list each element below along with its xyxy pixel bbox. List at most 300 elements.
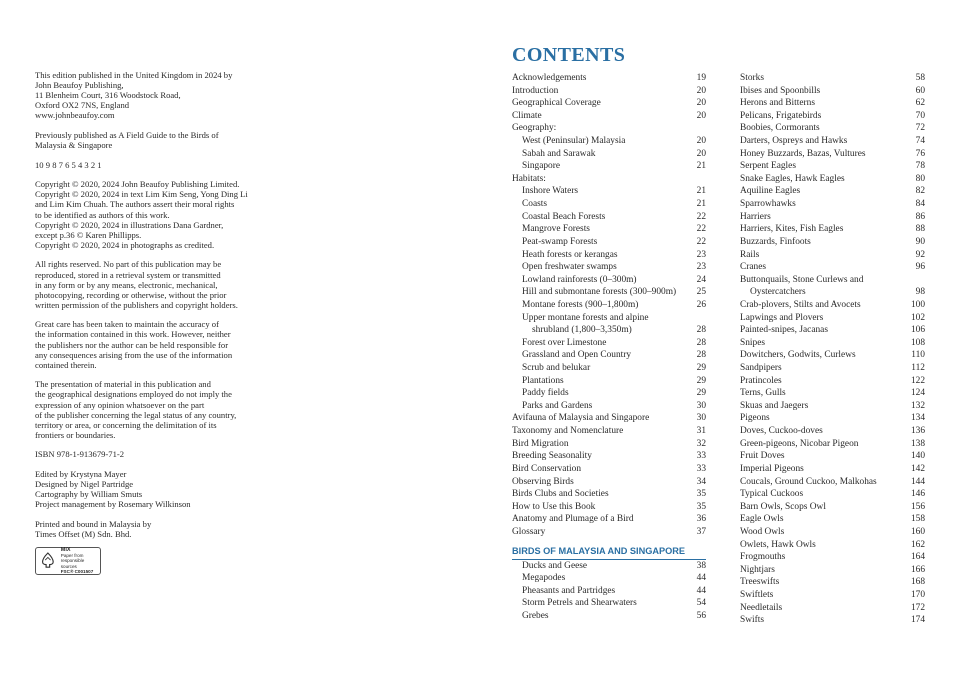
toc-entry[interactable] [740, 198, 925, 211]
toc-entry-page: 156 [910, 501, 925, 512]
toc-entry-title: Herons and Bitterns [740, 98, 815, 109]
toc-entry-page: 170 [910, 589, 925, 600]
imprint-line: reproduced, stored in a retrieval system or transmitted [35, 269, 221, 280]
toc-entry[interactable] [740, 476, 925, 489]
toc-entry[interactable] [512, 286, 706, 299]
toc-entry-title: Fruit Doves [740, 451, 785, 462]
toc-entry[interactable] [512, 173, 706, 186]
toc-entry-page: 22 [696, 236, 706, 247]
toc-entry-page: 112 [911, 363, 925, 374]
fsc-line1: Paper from [60, 552, 84, 558]
toc-entry[interactable] [512, 412, 706, 425]
toc-entry-title: Scrub and belukar [522, 363, 591, 374]
toc-entry-page: 102 [910, 312, 925, 323]
toc-entry[interactable] [740, 223, 925, 236]
toc-entry-page: 30 [696, 413, 706, 424]
toc-entry-page: 44 [696, 573, 706, 584]
toc-entry-title: Glossary [512, 526, 546, 537]
toc-entry-page: 28 [696, 325, 706, 336]
toc-entry-page: 78 [915, 161, 925, 172]
contents-section-list [512, 560, 706, 623]
imprint-line: except p.36 © Karen Phillipps. [35, 229, 142, 240]
toc-entry-title: Geographical Coverage [512, 98, 601, 109]
toc-entry[interactable] [740, 72, 925, 85]
toc-entry[interactable] [512, 85, 706, 98]
toc-entry-title: Avifauna of Malaysia and Singapore [512, 413, 650, 424]
toc-entry-title: Owlets, Hawk Owls [740, 539, 816, 550]
imprint-line: frontiers or boundaries. [35, 429, 116, 440]
toc-entry[interactable] [740, 299, 925, 312]
toc-entry[interactable] [740, 160, 925, 173]
toc-entry-page: 36 [696, 514, 706, 525]
toc-entry-title: Coucals, Ground Cuckoo, Malkohas [740, 476, 877, 487]
toc-entry[interactable] [740, 324, 925, 337]
imprint-line: Edited by Krystyna Mayer [35, 469, 127, 479]
imprint-paragraph [35, 70, 260, 120]
toc-entry[interactable] [740, 173, 925, 186]
imprint-line: 11 Blenheim Court, 316 Woodstock Road, [35, 90, 181, 101]
toc-entry-title: Darters, Ospreys and Hawks [740, 136, 848, 147]
toc-entry-page: 34 [696, 476, 706, 487]
imprint-line: in any form or by any means, electronic, mechanical, [35, 279, 218, 290]
imprint-page [35, 70, 260, 575]
toc-entry-page: 166 [910, 564, 925, 575]
toc-entry[interactable] [512, 610, 706, 623]
toc-entry-title: Serpent Eagles [740, 161, 796, 172]
toc-entry-page: 58 [915, 73, 925, 83]
toc-entry-title: Harriers [740, 211, 771, 222]
toc-entry-title: Ibises and Spoonbills [740, 85, 821, 96]
toc-entry-title: Parks and Gardens [522, 400, 593, 411]
toc-entry-page: 35 [696, 501, 706, 512]
toc-entry-page: 20 [696, 148, 706, 159]
toc-entry-page: 124 [910, 388, 925, 399]
fsc-tree-icon [39, 550, 57, 572]
toc-entry[interactable] [512, 488, 706, 501]
toc-entry-title: Barn Owls, Scops Owl [740, 501, 826, 512]
toc-entry[interactable] [740, 122, 925, 135]
toc-entry-title: Anatomy and Plumage of a Bird [512, 514, 634, 525]
toc-entry-title: Acknowledgements [512, 73, 587, 83]
toc-entry-page: 88 [915, 224, 925, 235]
toc-entry[interactable] [512, 476, 706, 489]
toc-entry-page: 33 [696, 463, 706, 474]
toc-entry[interactable] [512, 375, 706, 388]
toc-entry-title: Inshore Waters [522, 186, 579, 197]
toc-entry[interactable] [740, 602, 925, 615]
imprint-line: to be identified as authors of this work. [35, 209, 170, 220]
toc-entry[interactable] [740, 261, 925, 274]
toc-entry-page: 140 [910, 451, 925, 462]
imprint-line: Copyright © 2020, 2024 John Beaufoy Publishing Limited. [35, 179, 240, 190]
toc-entry[interactable] [512, 198, 706, 211]
toc-entry[interactable] [740, 110, 925, 123]
toc-entry[interactable] [740, 513, 925, 526]
imprint-line: territory or area, or concerning the delimitation of its [35, 419, 217, 430]
toc-entry-page: 28 [696, 350, 706, 361]
imprint-line: Oxford OX2 7NS, England [35, 100, 130, 111]
imprint-paragraph [35, 449, 260, 459]
toc-entry-page: 35 [696, 489, 706, 500]
toc-entry-title: Mangrove Forests [522, 224, 590, 235]
toc-entry-page: 56 [696, 610, 706, 621]
toc-entry-title: Forest over Limestone [522, 337, 607, 348]
toc-entry[interactable] [740, 488, 925, 501]
toc-entry-page: 44 [696, 585, 706, 596]
toc-entry-page: 29 [696, 363, 706, 374]
toc-entry-title: Grebes [522, 610, 549, 621]
toc-entry[interactable] [740, 312, 925, 325]
imprint-line: the publishers nor the author can be held responsible for [35, 339, 229, 350]
toc-entry-title: Sparrowhawks [740, 199, 796, 210]
toc-entry[interactable] [740, 148, 925, 161]
contents-right-list [740, 72, 925, 627]
imprint-line: Times Offset (M) Sdn. Bhd. [35, 528, 132, 539]
imprint-paragraph [35, 379, 260, 440]
toc-entry-title: Pigeons [740, 413, 770, 424]
contents-left-column [512, 72, 706, 623]
imprint-line: the geographical designations employed do not imply the [35, 389, 232, 400]
toc-entry-page: 62 [915, 98, 925, 109]
toc-entry-page: 92 [915, 249, 925, 260]
toc-entry-title: Pratincoles [740, 375, 782, 386]
fsc-badge [35, 547, 101, 575]
copyright-text [35, 70, 260, 539]
toc-entry-title: Habitats: [512, 173, 546, 184]
toc-entry[interactable] [512, 261, 706, 274]
toc-entry-title: Skuas and Jaegers [740, 400, 809, 411]
toc-entry-page: 144 [910, 476, 925, 487]
toc-entry-page: 146 [910, 489, 925, 500]
toc-entry-title: Introduction [512, 85, 559, 96]
toc-entry-title: Oystercatchers [750, 287, 806, 298]
toc-entry-title: Paddy fields [522, 388, 569, 399]
toc-entry[interactable] [512, 135, 706, 148]
toc-entry[interactable] [512, 223, 706, 236]
toc-entry[interactable] [512, 349, 706, 362]
toc-entry-title: Nightjars [740, 564, 775, 575]
toc-entry-title: Sandpipers [740, 363, 782, 374]
toc-entry-title: Typical Cuckoos [740, 489, 804, 500]
toc-entry-page: 29 [696, 388, 706, 399]
toc-entry[interactable] [512, 400, 706, 413]
toc-entry[interactable] [740, 400, 925, 413]
imprint-line: the information contained in this work. However, neither [35, 329, 231, 340]
toc-entry-title: Buttonquails, Stone Curlews and [740, 274, 864, 285]
toc-entry-page: 26 [696, 299, 706, 310]
imprint-paragraph [35, 160, 260, 170]
toc-entry[interactable] [740, 236, 925, 249]
toc-entry-page: 21 [696, 199, 706, 210]
imprint-line: Great care has been taken to maintain the accuracy of [35, 319, 219, 330]
toc-entry[interactable] [512, 324, 706, 337]
toc-entry-page: 136 [910, 426, 925, 437]
toc-entry[interactable] [512, 337, 706, 350]
toc-entry[interactable] [740, 564, 925, 577]
toc-entry-page: 24 [696, 274, 706, 285]
toc-entry-title: Coastal Beach Forests [522, 211, 606, 222]
imprint-line: written permission of the publishers and copyright holders. [35, 299, 238, 310]
toc-entry-title: Heath forests or kerangas [522, 249, 618, 260]
toc-entry-title: Hill and submontane forests (300–900m) [522, 287, 677, 298]
imprint-paragraph [35, 469, 260, 509]
toc-entry-page: 30 [696, 400, 706, 411]
toc-entry[interactable] [740, 463, 925, 476]
imprint-line: This edition published in the United Kingdom in 2024 by [35, 70, 233, 80]
toc-entry[interactable] [740, 438, 925, 451]
toc-entry-page: 23 [696, 262, 706, 273]
toc-entry-title: Snake Eagles, Hawk Eagles [740, 173, 845, 184]
imprint-paragraph [35, 179, 260, 250]
toc-entry-title: Breeding Seasonality [512, 451, 592, 462]
imprint-line: of the publisher concerning the legal status of any country, [35, 409, 237, 420]
imprint-line: www.johnbeaufoy.com [35, 110, 115, 121]
toc-entry-page: 21 [696, 161, 706, 172]
toc-entry[interactable] [512, 387, 706, 400]
toc-entry-page: 168 [910, 577, 925, 588]
toc-entry[interactable] [512, 560, 706, 573]
fsc-mix: MIX [60, 546, 71, 553]
toc-entry[interactable] [740, 337, 925, 350]
toc-entry[interactable] [740, 185, 925, 198]
toc-entry[interactable] [740, 614, 925, 627]
toc-entry[interactable] [512, 274, 706, 287]
toc-entry-page: 21 [696, 186, 706, 197]
toc-entry-page: 160 [910, 526, 925, 537]
toc-entry-page: 60 [915, 85, 925, 96]
toc-entry-page: 138 [910, 438, 925, 449]
imprint-line: Copyright © 2020, 2024 in text Lim Kim Seng, Yong Ding Li [35, 189, 248, 200]
toc-entry[interactable] [512, 236, 706, 249]
toc-entry-title: Singapore [522, 161, 561, 172]
imprint-line: Malaysia & Singapore [35, 140, 113, 151]
toc-entry-title: Rails [740, 249, 760, 260]
toc-entry-page: 20 [696, 136, 706, 147]
toc-entry-page: 38 [696, 560, 706, 571]
toc-entry-title: Open freshwater swamps [522, 262, 617, 273]
imprint-line: expression of any opinion whatsoever on the part [35, 399, 205, 410]
toc-entry[interactable] [740, 539, 925, 552]
toc-entry-page: 20 [696, 85, 706, 96]
page-title: CONTENTS [512, 44, 626, 66]
toc-entry[interactable] [512, 585, 706, 598]
toc-entry-title: Megapodes [522, 573, 566, 584]
toc-entry-title: Bird Conservation [512, 463, 582, 474]
toc-entry[interactable] [740, 135, 925, 148]
contents-left-list [512, 72, 706, 539]
toc-entry-title: Pheasants and Partridges [522, 585, 616, 596]
toc-entry-page: 84 [915, 199, 925, 210]
toc-entry[interactable] [740, 501, 925, 514]
toc-entry-page: 29 [696, 375, 706, 386]
toc-entry-title: How to Use this Book [512, 501, 596, 512]
toc-entry-title: Climate [512, 110, 542, 121]
toc-entry[interactable] [512, 148, 706, 161]
toc-entry[interactable] [740, 211, 925, 224]
imprint-line: contained therein. [35, 359, 97, 370]
toc-entry-page: 22 [696, 211, 706, 222]
toc-entry[interactable] [740, 387, 925, 400]
toc-entry-page: 142 [910, 463, 925, 474]
toc-entry[interactable] [740, 526, 925, 539]
toc-entry-page: 72 [915, 123, 925, 134]
toc-entry[interactable] [512, 211, 706, 224]
toc-entry-page: 19 [696, 73, 706, 83]
toc-entry[interactable] [512, 450, 706, 463]
toc-entry-title: Buzzards, Finfoots [740, 236, 811, 247]
toc-entry[interactable] [740, 375, 925, 388]
toc-entry-page: 32 [696, 438, 706, 449]
toc-entry[interactable] [512, 463, 706, 476]
toc-entry-page: 76 [915, 148, 925, 159]
imprint-line: Cartography by William Smuts [35, 489, 143, 500]
imprint-line: The presentation of material in this publication and [35, 379, 211, 390]
toc-entry-title: Pelicans, Frigatebirds [740, 110, 822, 121]
toc-entry[interactable] [512, 597, 706, 610]
toc-entry-page: 70 [915, 110, 925, 121]
toc-entry-title: West (Peninsular) Malaysia [522, 136, 626, 147]
toc-entry-page: 164 [910, 552, 925, 563]
toc-entry[interactable] [740, 349, 925, 362]
imprint-paragraph [35, 130, 260, 150]
toc-entry-title: Upper montane forests and alpine [522, 312, 649, 323]
contents-right-column [740, 72, 925, 627]
toc-entry-page: 96 [915, 262, 925, 273]
toc-entry[interactable] [512, 185, 706, 198]
toc-entry-title: Coasts [522, 199, 548, 210]
imprint-line: 10 9 8 7 6 5 4 3 2 1 [35, 159, 102, 170]
toc-entry[interactable] [512, 572, 706, 585]
toc-entry[interactable] [740, 589, 925, 602]
toc-entry-title: Lowland rainforests (0–300m) [522, 274, 637, 285]
toc-entry[interactable] [512, 513, 706, 526]
toc-entry-page: 74 [915, 136, 925, 147]
toc-entry-title: Terns, Gulls [740, 388, 786, 399]
toc-entry-page: 132 [910, 400, 925, 411]
imprint-line: photocopying, recording or otherwise, without the prior [35, 289, 227, 300]
toc-entry-page: 98 [915, 287, 925, 298]
toc-entry-title: Treeswifts [740, 577, 780, 588]
toc-entry-title: Doves, Cuckoo-doves [740, 426, 823, 437]
fsc-code: FSC® C001507 [60, 569, 94, 575]
toc-entry[interactable] [512, 425, 706, 438]
toc-entry-title: Painted-snipes, Jacanas [740, 325, 828, 336]
toc-entry[interactable] [512, 122, 706, 135]
toc-entry[interactable] [512, 97, 706, 110]
toc-entry-page: 106 [910, 325, 925, 336]
toc-entry-title: Sabah and Sarawak [522, 148, 596, 159]
toc-entry-page: 23 [696, 249, 706, 260]
toc-entry-page: 172 [910, 602, 925, 613]
imprint-paragraph [35, 319, 260, 369]
toc-entry-title: Eagle Owls [740, 514, 784, 525]
imprint-line: Printed and bound in Malaysia by [35, 518, 152, 529]
toc-entry-title: Aquiline Eagles [740, 186, 801, 197]
toc-entry-page: 86 [915, 211, 925, 222]
toc-entry-page: 82 [915, 186, 925, 197]
toc-entry[interactable] [740, 249, 925, 262]
imprint-line: Project management by Rosemary Wilkinson [35, 499, 191, 510]
toc-entry-page: 54 [696, 598, 706, 609]
imprint-paragraph [35, 519, 260, 539]
toc-entry-title: Dowitchers, Godwits, Curlews [740, 350, 856, 361]
toc-entry-title: Taxonomy and Nomenclature [512, 426, 624, 437]
toc-entry-title: Geography: [512, 123, 557, 134]
toc-entry[interactable] [512, 438, 706, 451]
toc-entry-page: 80 [915, 173, 925, 184]
toc-entry-title: Birds Clubs and Societies [512, 489, 609, 500]
toc-entry-title: Peat-swamp Forests [522, 236, 598, 247]
toc-entry-page: 108 [910, 337, 925, 348]
toc-entry-page: 33 [696, 451, 706, 462]
toc-entry-title: Boobies, Cormorants [740, 123, 820, 134]
imprint-line: John Beaufoy Publishing, [35, 80, 124, 91]
toc-entry[interactable] [740, 551, 925, 564]
imprint-line: Previously published as A Field Guide to the Birds of [35, 129, 219, 140]
toc-entry-page: 162 [910, 539, 925, 550]
toc-entry[interactable] [740, 412, 925, 425]
toc-entry[interactable] [512, 72, 706, 85]
toc-entry[interactable] [740, 450, 925, 463]
toc-entry[interactable] [740, 85, 925, 98]
toc-entry-page: 20 [696, 110, 706, 121]
toc-entry[interactable] [512, 249, 706, 262]
toc-entry[interactable] [740, 362, 925, 375]
imprint-line: ISBN 978-1-913679-71-2 [35, 449, 125, 460]
toc-entry[interactable] [740, 274, 925, 287]
toc-entry-page: 122 [910, 375, 925, 386]
toc-entry-title: Harriers, Kites, Fish Eagles [740, 224, 844, 235]
toc-entry-title: Ducks and Geese [522, 560, 588, 571]
toc-entry-title: Imperial Pigeons [740, 463, 804, 474]
toc-entry-title: Grassland and Open Country [522, 350, 632, 361]
toc-entry-title: Crab-plovers, Stilts and Avocets [740, 299, 861, 310]
toc-entry-page: 20 [696, 98, 706, 109]
toc-entry-title: Observing Birds [512, 476, 574, 487]
toc-entry-title: Swifts [740, 615, 764, 626]
toc-entry[interactable] [740, 576, 925, 589]
toc-entry[interactable] [512, 160, 706, 173]
toc-entry-title: Cranes [740, 262, 767, 273]
toc-entry[interactable] [512, 299, 706, 312]
toc-entry-page: 22 [696, 224, 706, 235]
toc-entry[interactable] [512, 362, 706, 375]
toc-entry-title: Snipes [740, 337, 766, 348]
toc-entry-title: Storm Petrels and Shearwaters [522, 598, 637, 609]
toc-entry[interactable] [740, 97, 925, 110]
toc-entry[interactable] [740, 425, 925, 438]
toc-entry-title: Green-pigeons, Nicobar Pigeon [740, 438, 859, 449]
toc-entry[interactable] [512, 312, 706, 325]
toc-entry-page: 31 [696, 426, 706, 437]
toc-entry-page: 158 [910, 514, 925, 525]
imprint-line: and Lim Kim Chuah. The authors assert their moral rights [35, 199, 235, 210]
toc-entry[interactable] [512, 110, 706, 123]
imprint-line: Copyright © 2020, 2024 in illustrations Dana Gardner, [35, 219, 224, 230]
toc-entry-page: 134 [910, 413, 925, 424]
toc-entry[interactable] [512, 526, 706, 539]
toc-entry-title: Wood Owls [740, 526, 785, 537]
toc-entry-title: Lapwings and Plovers [740, 312, 824, 323]
toc-entry[interactable] [512, 501, 706, 514]
toc-entry-page: 25 [696, 287, 706, 298]
toc-entry-page: 110 [911, 350, 925, 361]
toc-entry-title: shrubland (1,800–3,350m) [532, 325, 632, 336]
toc-entry-page: 90 [915, 236, 925, 247]
toc-entry-title: Honey Buzzards, Bazas, Vultures [740, 148, 866, 159]
toc-entry-title: Plantations [522, 375, 564, 386]
toc-entry[interactable] [740, 286, 925, 299]
